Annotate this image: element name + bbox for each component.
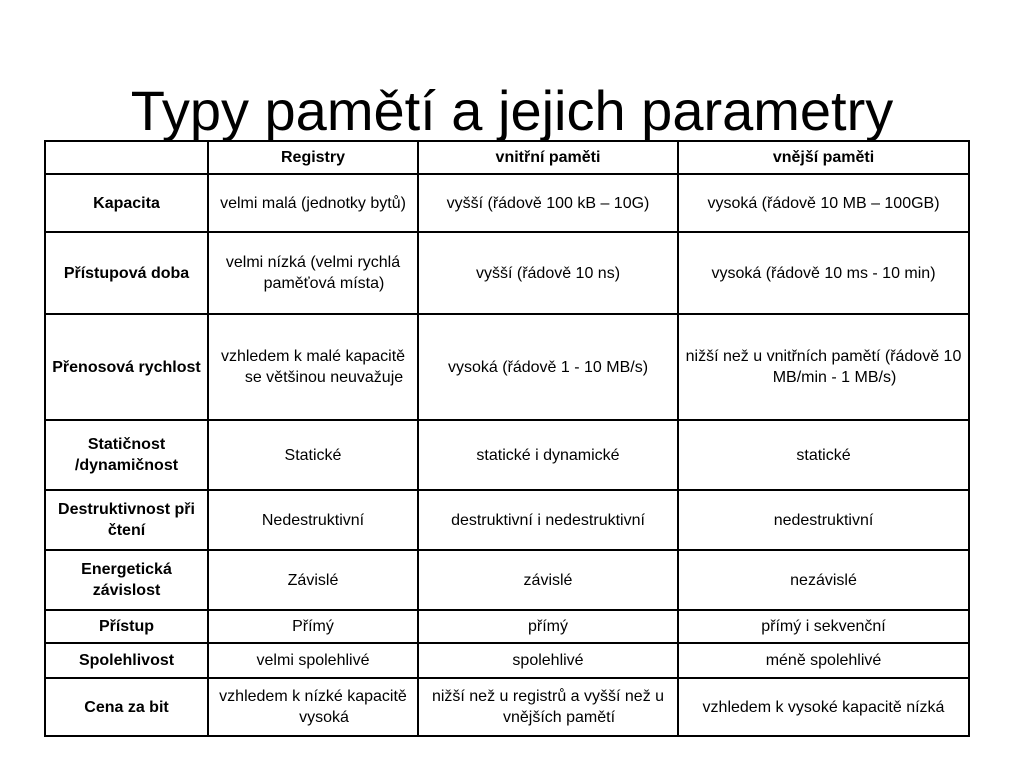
table-cell: [418, 490, 678, 550]
row-label: Cena za bit: [45, 678, 208, 736]
table-cell: [208, 174, 418, 232]
header-cell-external-memory: vnější paměti: [678, 141, 969, 174]
row-label: Statičnost /dynamičnost: [45, 420, 208, 490]
row-label: Přenosová rychlost: [45, 314, 208, 420]
table-cell: [208, 314, 418, 420]
cell-text: vyšší (řádově 100 kB – 10G): [446, 194, 650, 212]
table-cell: [678, 678, 969, 736]
table-cell: [678, 232, 969, 314]
cell-text: velmi nízká (velmi rychlá paměťová místa): [225, 254, 401, 292]
table-cell: statické i dynamické: [418, 420, 678, 490]
table-cell: Statické: [208, 420, 418, 490]
cell-text: nižší než u vnitřních pamětí (řádově 10 MB/min - 1 MB/s): [685, 348, 962, 386]
table-cell: přímý: [418, 610, 678, 643]
table-row: [45, 314, 969, 420]
table-row: [45, 420, 969, 490]
table-row: [45, 232, 969, 314]
cell-text: vyšší (řádově 10 ns): [475, 264, 621, 282]
table-cell: velmi spolehlivé: [208, 643, 418, 678]
table-cell: [678, 174, 969, 232]
cell-text: vysoká (řádově 10 ms - 10 min): [711, 264, 936, 282]
table-cell: [678, 314, 969, 420]
table-cell: nezávislé: [678, 550, 969, 610]
cell-text: vysoká (řádově 10 MB – 100GB): [707, 194, 940, 212]
cell-text: nižší než u registrů a vyšší než u vnějších pamětí: [431, 688, 665, 726]
table-cell: [418, 314, 678, 420]
table-cell: závislé: [418, 550, 678, 610]
row-label: Přístup: [45, 610, 208, 643]
cell-text: vzhledem k malé kapacitě se většinou neuvažuje: [220, 348, 406, 386]
table-cell: nedestruktivní: [678, 490, 969, 550]
table-row: [45, 643, 969, 678]
header-cell-empty: [45, 141, 208, 174]
table-cell: [208, 232, 418, 314]
header-cell-registry: Registry: [208, 141, 418, 174]
table-cell: méně spolehlivé: [678, 643, 969, 678]
table-row: [45, 678, 969, 736]
table-row: [45, 550, 969, 610]
table-row: [45, 174, 969, 232]
cell-text: vzhledem k nízké kapacitě vysoká: [219, 688, 407, 726]
row-label: Destruktivnost při čtení: [45, 490, 208, 550]
row-label: Přístupová doba: [45, 232, 208, 314]
table-cell: Nedestruktivní: [208, 490, 418, 550]
cell-text: destruktivní i nedestruktivní: [451, 511, 645, 529]
table-cell: [418, 232, 678, 314]
table-cell: statické: [678, 420, 969, 490]
table-cell: [208, 678, 418, 736]
header-cell-internal-memory: vnitřní paměti: [418, 141, 678, 174]
cell-text: vzhledem k vysoké kapacitě nízká: [702, 698, 945, 716]
row-label: Kapacita: [45, 174, 208, 232]
memory-parameters-table: [44, 140, 970, 737]
cell-text: vysoká (řádově 1 - 10 MB/s): [447, 358, 649, 376]
table-cell: spolehlivé: [418, 643, 678, 678]
table-header-row: [45, 141, 969, 174]
table-cell: Přímý: [208, 610, 418, 643]
table-cell: [418, 174, 678, 232]
table-row: [45, 490, 969, 550]
table-row: [45, 610, 969, 643]
cell-text: velmi malá (jednotky bytů): [220, 194, 406, 212]
row-label: Energetická závislost: [45, 550, 208, 610]
table-cell: přímý i sekvenční: [678, 610, 969, 643]
row-label: Spolehlivost: [45, 643, 208, 678]
table-cell: [418, 678, 678, 736]
slide-title: Typy pamětí a jejich parametry: [130, 78, 894, 142]
table-cell: Závislé: [208, 550, 418, 610]
